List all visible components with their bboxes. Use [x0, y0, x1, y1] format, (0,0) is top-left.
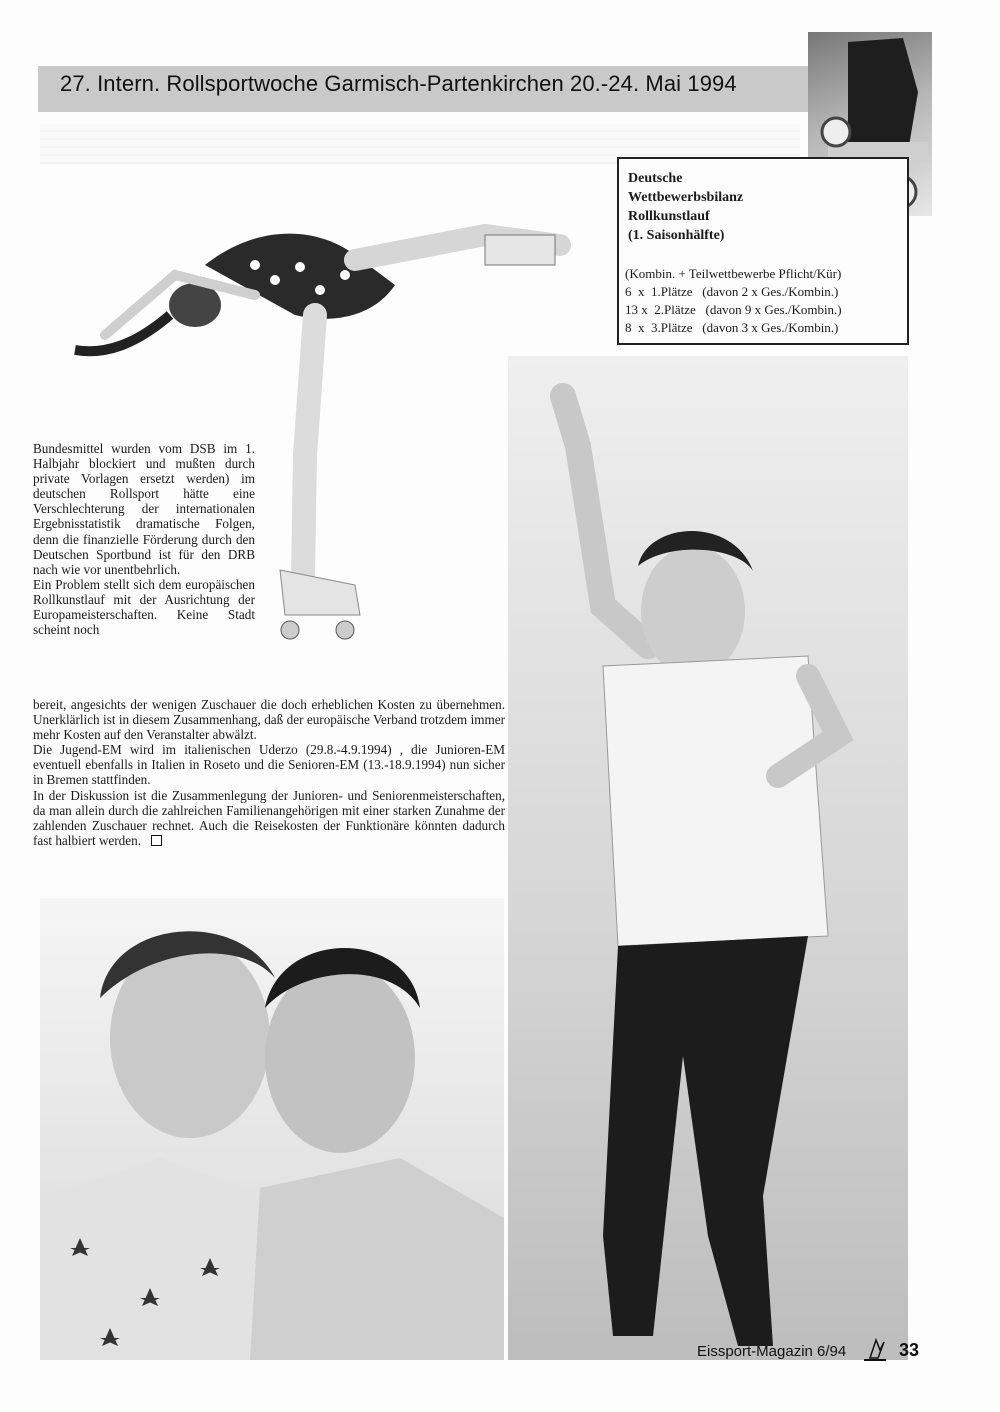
article-narrow-column	[33, 441, 255, 637]
box-results	[625, 265, 842, 337]
article-wide-column	[33, 697, 505, 848]
article-paragraph: bereit, angesichts der wenigen Zuschauer die doch erheblichen Kosten zu übernehmen. Unerklärlich ist in diesem Zusammenhang, daß der europäische Verband trotzdem immer mehr Kosten auf den Veranstalter abwälzt.	[33, 697, 505, 743]
page-title: 27. Intern. Rollsportwoche Garmisch-Partenkirchen 20.-24. Mai 1994	[60, 71, 737, 96]
article-paragraph: Ein Problem stellt sich dem europäischen Rollkunstlauf mit der Ausrichtung der Europameisterschaften. Keine Stadt scheint noch	[33, 576, 255, 638]
competition-results-box	[617, 157, 909, 345]
box-result-line: 6 x 1.Plätze (davon 2 x Ges./Kombin.)	[625, 284, 839, 299]
page-number: 33	[899, 1340, 920, 1360]
box-result-line: 13 x 2.Plätze (davon 9 x Ges./Kombin.)	[625, 302, 842, 317]
article-paragraph: Bundesmittel wurden vom DSB im 1. Halbjahr blockiert und mußten durch private Vorlagen ersetzt werden) im deutschen Rollsport hätte eine Verschlechterung der internationalen Ergebnisstatistik dramatische Folgen, denn die finanzielle Förderung durch den Deutschen Sportbund ist für den DRB nach wie vor unentbehrlich.	[33, 441, 255, 577]
skater-logo-icon	[858, 1336, 892, 1364]
box-result-line: 8 x 3.Plätze (davon 3 x Ges./Kombin.)	[625, 320, 839, 335]
box-result-line: (Kombin. + Teilwettbewerbe Pflicht/Kür)	[625, 266, 842, 281]
box-title-line: Deutsche	[628, 171, 683, 186]
box-title-line: (1. Saisonhälfte)	[628, 228, 725, 243]
box-title-line: Wettbewerbsbilanz	[628, 190, 744, 205]
male-skater-photo	[508, 356, 908, 1360]
article-paragraph: Die Jugend-EM wird im italienischen Uderzo (29.8.-4.9.1994) , die Junioren-EM eventuell ebenfalls in Italien in Roseto und die Senioren-EM (13.-18.9.1994) nun sicher in Bremen stattfinden.	[33, 742, 505, 788]
magazine-issue: Eissport-Magazin 6/94	[697, 1343, 847, 1360]
box-title-line: Rollkunstlauf	[628, 209, 710, 224]
end-of-article-icon	[151, 835, 162, 846]
article-paragraph-text: In der Diskussion ist die Zusammenlegung der Junioren- und Seniorenmeisterschaften, da man allein durch die zahlreichen Familienangehörigen mit einer starken Zunahme der zahlenden Zuschauer rechnet. Auch die Reisekosten der Funktionäre könnten dadurch fast halbiert werden.	[33, 787, 505, 848]
skating-couple-photo	[40, 898, 504, 1360]
box-title	[628, 169, 743, 245]
article-paragraph	[33, 788, 505, 848]
